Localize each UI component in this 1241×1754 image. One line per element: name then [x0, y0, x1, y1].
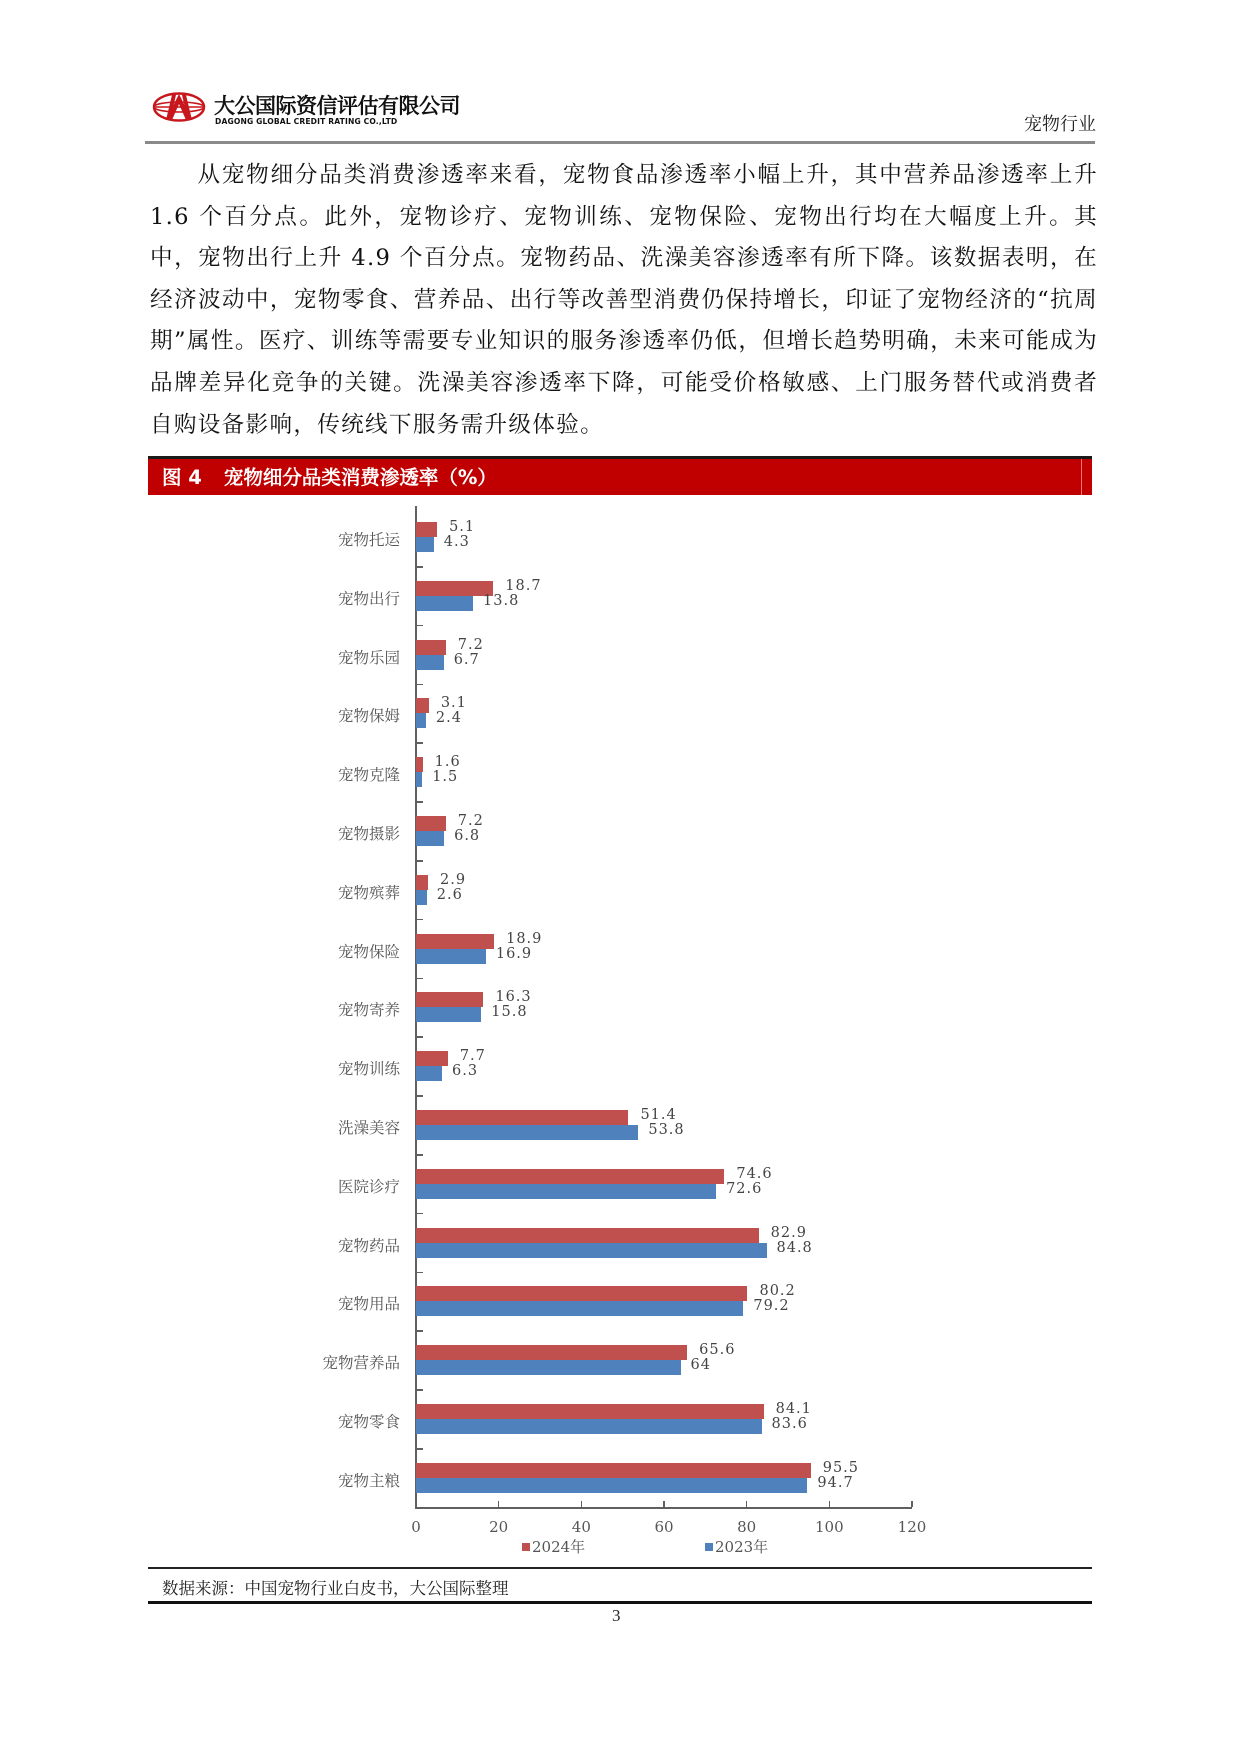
data-source: 数据来源：中国宠物行业白皮书，大公国际整理: [162, 1579, 509, 1598]
x-axis-tick: [581, 1501, 583, 1507]
data-label: 74.6: [736, 1165, 773, 1182]
y-axis-tick: [417, 801, 423, 803]
source-divider-bottom: [148, 1601, 1092, 1604]
category-label: 宠物乐园: [337, 648, 400, 667]
y-axis-tick: [417, 742, 423, 744]
bar-2023: [416, 596, 473, 611]
legend-swatch-2023: [705, 1543, 713, 1551]
y-axis-tick: [417, 1036, 423, 1038]
data-label: 95.5: [822, 1459, 860, 1476]
data-label: 16.9: [495, 945, 533, 962]
data-label: 7.2: [457, 813, 484, 829]
x-axis: [415, 1507, 912, 1509]
x-axis-tick-label: 60: [654, 1518, 674, 1536]
x-axis-tick-label: 120: [897, 1518, 927, 1536]
bar-2023: [416, 949, 486, 964]
bar-2024: [416, 522, 437, 537]
data-label: 5.1: [449, 519, 476, 535]
data-label: 6.3: [452, 1063, 479, 1080]
x-axis-tick-label: 0: [411, 1518, 421, 1536]
y-axis-tick: [417, 978, 423, 980]
data-label: 79.2: [753, 1298, 790, 1315]
y-axis-tick: [417, 919, 423, 921]
bar-2024: [416, 581, 493, 596]
category-label: 宠物训练: [337, 1060, 400, 1079]
data-label: 16.3: [495, 989, 532, 1006]
y-axis-tick: [417, 1154, 423, 1156]
x-axis-tick: [498, 1501, 500, 1507]
data-label: 18.7: [505, 577, 542, 594]
bar-2024: [416, 934, 494, 949]
bar-2023: [416, 1125, 638, 1140]
data-label: 7.7: [459, 1048, 486, 1065]
x-axis-tick-label: 20: [489, 1518, 509, 1536]
data-label: 6.7: [453, 651, 480, 668]
bar-2023: [416, 713, 426, 728]
bar-2023: [416, 1478, 807, 1493]
data-label: 80.2: [759, 1283, 796, 1300]
category-label: 宠物主粮: [337, 1471, 400, 1490]
data-label: 2.6: [436, 886, 463, 903]
y-axis-tick: [417, 566, 423, 568]
bar-2023: [416, 772, 422, 787]
data-label: 18.9: [506, 930, 543, 947]
legend-label-2024: 2024年: [532, 1538, 586, 1556]
bar-2024: [416, 1110, 628, 1125]
bar-2024: [416, 992, 483, 1007]
bar-2024: [416, 698, 429, 713]
x-axis-tick: [746, 1501, 748, 1507]
data-label: 2.4: [435, 710, 462, 727]
bar-2023: [416, 1007, 481, 1022]
data-label: 82.9: [770, 1224, 807, 1241]
category-label: 宠物殡葬: [337, 883, 400, 902]
category-label: 宠物保险: [337, 942, 400, 961]
bar-2023: [416, 1243, 767, 1258]
y-axis-tick: [417, 625, 423, 627]
bar-2023: [416, 890, 427, 905]
bar-2023: [416, 831, 444, 846]
y-axis-tick: [417, 1507, 423, 1509]
data-label: 3.1: [440, 695, 467, 712]
data-label: 83.6: [771, 1416, 808, 1432]
category-label: 洗澡美容: [337, 1119, 400, 1137]
data-label: 53.8: [648, 1122, 685, 1138]
x-axis-tick-label: 40: [571, 1518, 591, 1536]
category-label: 宠物营养品: [322, 1354, 400, 1373]
bar-2023: [416, 1066, 442, 1081]
company-name-en: DAGONG GLOBAL CREDIT RATING CO.,LTD: [215, 117, 398, 126]
x-axis-tick: [829, 1501, 831, 1507]
data-label: 13.8: [483, 592, 520, 609]
data-label: 51.4: [640, 1107, 677, 1123]
legend-item-2024: [522, 1536, 585, 1557]
data-label: 1.6: [434, 754, 461, 771]
bar-2023: [416, 1301, 743, 1316]
bar-2024: [416, 1463, 811, 1478]
figure-number: 图 4: [162, 466, 202, 489]
category-label: 宠物保姆: [337, 707, 400, 726]
x-axis-tick-label: 80: [737, 1518, 757, 1536]
data-label: 84.8: [776, 1239, 813, 1256]
category-label: 宠物托运: [337, 531, 400, 549]
y-axis-tick: [417, 1448, 423, 1450]
data-label: 7.2: [457, 636, 484, 653]
data-label: 94.7: [817, 1474, 854, 1491]
category-label: 宠物摄影: [337, 825, 400, 843]
x-axis-tick-label: 100: [815, 1518, 844, 1536]
body-paragraph-text: 从宠物细分品类消费渗透率来看，宠物食品渗透率小幅上升，其中营养品渗透率上升 1.6 个百分点。此外，宠物诊疗、宠物训练、宠物保险、宠物出行均在大幅度上升。其中，宠物出行上升 4.9 个百分点。宠物药品、洗澡美容渗透率有所下降。该数据表明，在经济波动中，宠物零食、营养品、出行等改善型消费仍保持增长，印证了宠物经济的“抗周期”属性。医疗、训练等需要专业知识的服务渗透率仍低，但增长趋势明确，未来可能成为品牌差异化竞争的关键。洗澡美容渗透率下降，可能受价格敏感、上门服务替代或消费者自购设备影响，传统线下服务需升级体验。: [150, 162, 1098, 438]
bar-2023: [416, 1360, 681, 1375]
figure-title-text: 宠物细分品类消费渗透率（%）: [223, 466, 497, 489]
category-label: 宠物出行: [337, 589, 400, 608]
bar-2024: [416, 1169, 724, 1184]
category-label: 宠物用品: [337, 1295, 400, 1314]
section-title: 宠物行业: [1024, 114, 1096, 135]
category-label: 医院诊疗: [337, 1177, 400, 1196]
bar-2023: [416, 655, 444, 670]
data-label: 84.1: [775, 1401, 812, 1417]
bar-2024: [416, 1404, 764, 1419]
data-label: 6.8: [454, 828, 481, 844]
page-number: 3: [612, 1606, 621, 1625]
company-name-cn: 大公国际资信评估有限公司: [214, 94, 460, 118]
x-axis-tick: [663, 1501, 665, 1507]
bar-2024: [416, 1051, 448, 1066]
bar-2024: [416, 1286, 747, 1301]
category-label: 宠物药品: [337, 1236, 400, 1255]
data-label: 2.9: [439, 871, 467, 888]
data-label: 72.6: [726, 1180, 763, 1197]
y-axis-tick: [417, 684, 423, 686]
legend-label-2023: 2023年: [715, 1538, 769, 1556]
data-label: 64: [690, 1357, 711, 1374]
source-divider-top: [148, 1567, 1092, 1569]
y-axis-tick: [417, 1330, 423, 1332]
bar-2024: [416, 1228, 759, 1243]
bar-2023: [416, 1184, 716, 1199]
bar-2024: [416, 640, 446, 655]
data-label: 15.8: [491, 1004, 528, 1021]
category-label: 宠物寄养: [337, 1001, 400, 1020]
bar-2023: [416, 1419, 762, 1434]
category-label: 宠物零食: [337, 1413, 400, 1431]
category-label: 宠物克隆: [337, 766, 400, 785]
bar-2024: [416, 816, 446, 831]
y-axis-tick: [417, 1095, 423, 1097]
y-axis-tick: [417, 1213, 423, 1215]
bar-2024: [416, 875, 428, 890]
y-axis-tick: [417, 1389, 423, 1391]
data-label: 4.3: [443, 534, 470, 550]
legend-swatch-2024: [522, 1543, 530, 1551]
legend-item-2023: [705, 1536, 768, 1557]
data-label: 1.5: [432, 769, 459, 786]
bar-2024: [416, 757, 423, 772]
bar-2023: [416, 537, 434, 552]
data-label: 65.6: [699, 1342, 736, 1359]
bar-2024: [416, 1345, 687, 1360]
y-axis-tick: [417, 860, 423, 862]
x-axis-tick: [911, 1501, 913, 1507]
y-axis-tick: [417, 1272, 423, 1274]
